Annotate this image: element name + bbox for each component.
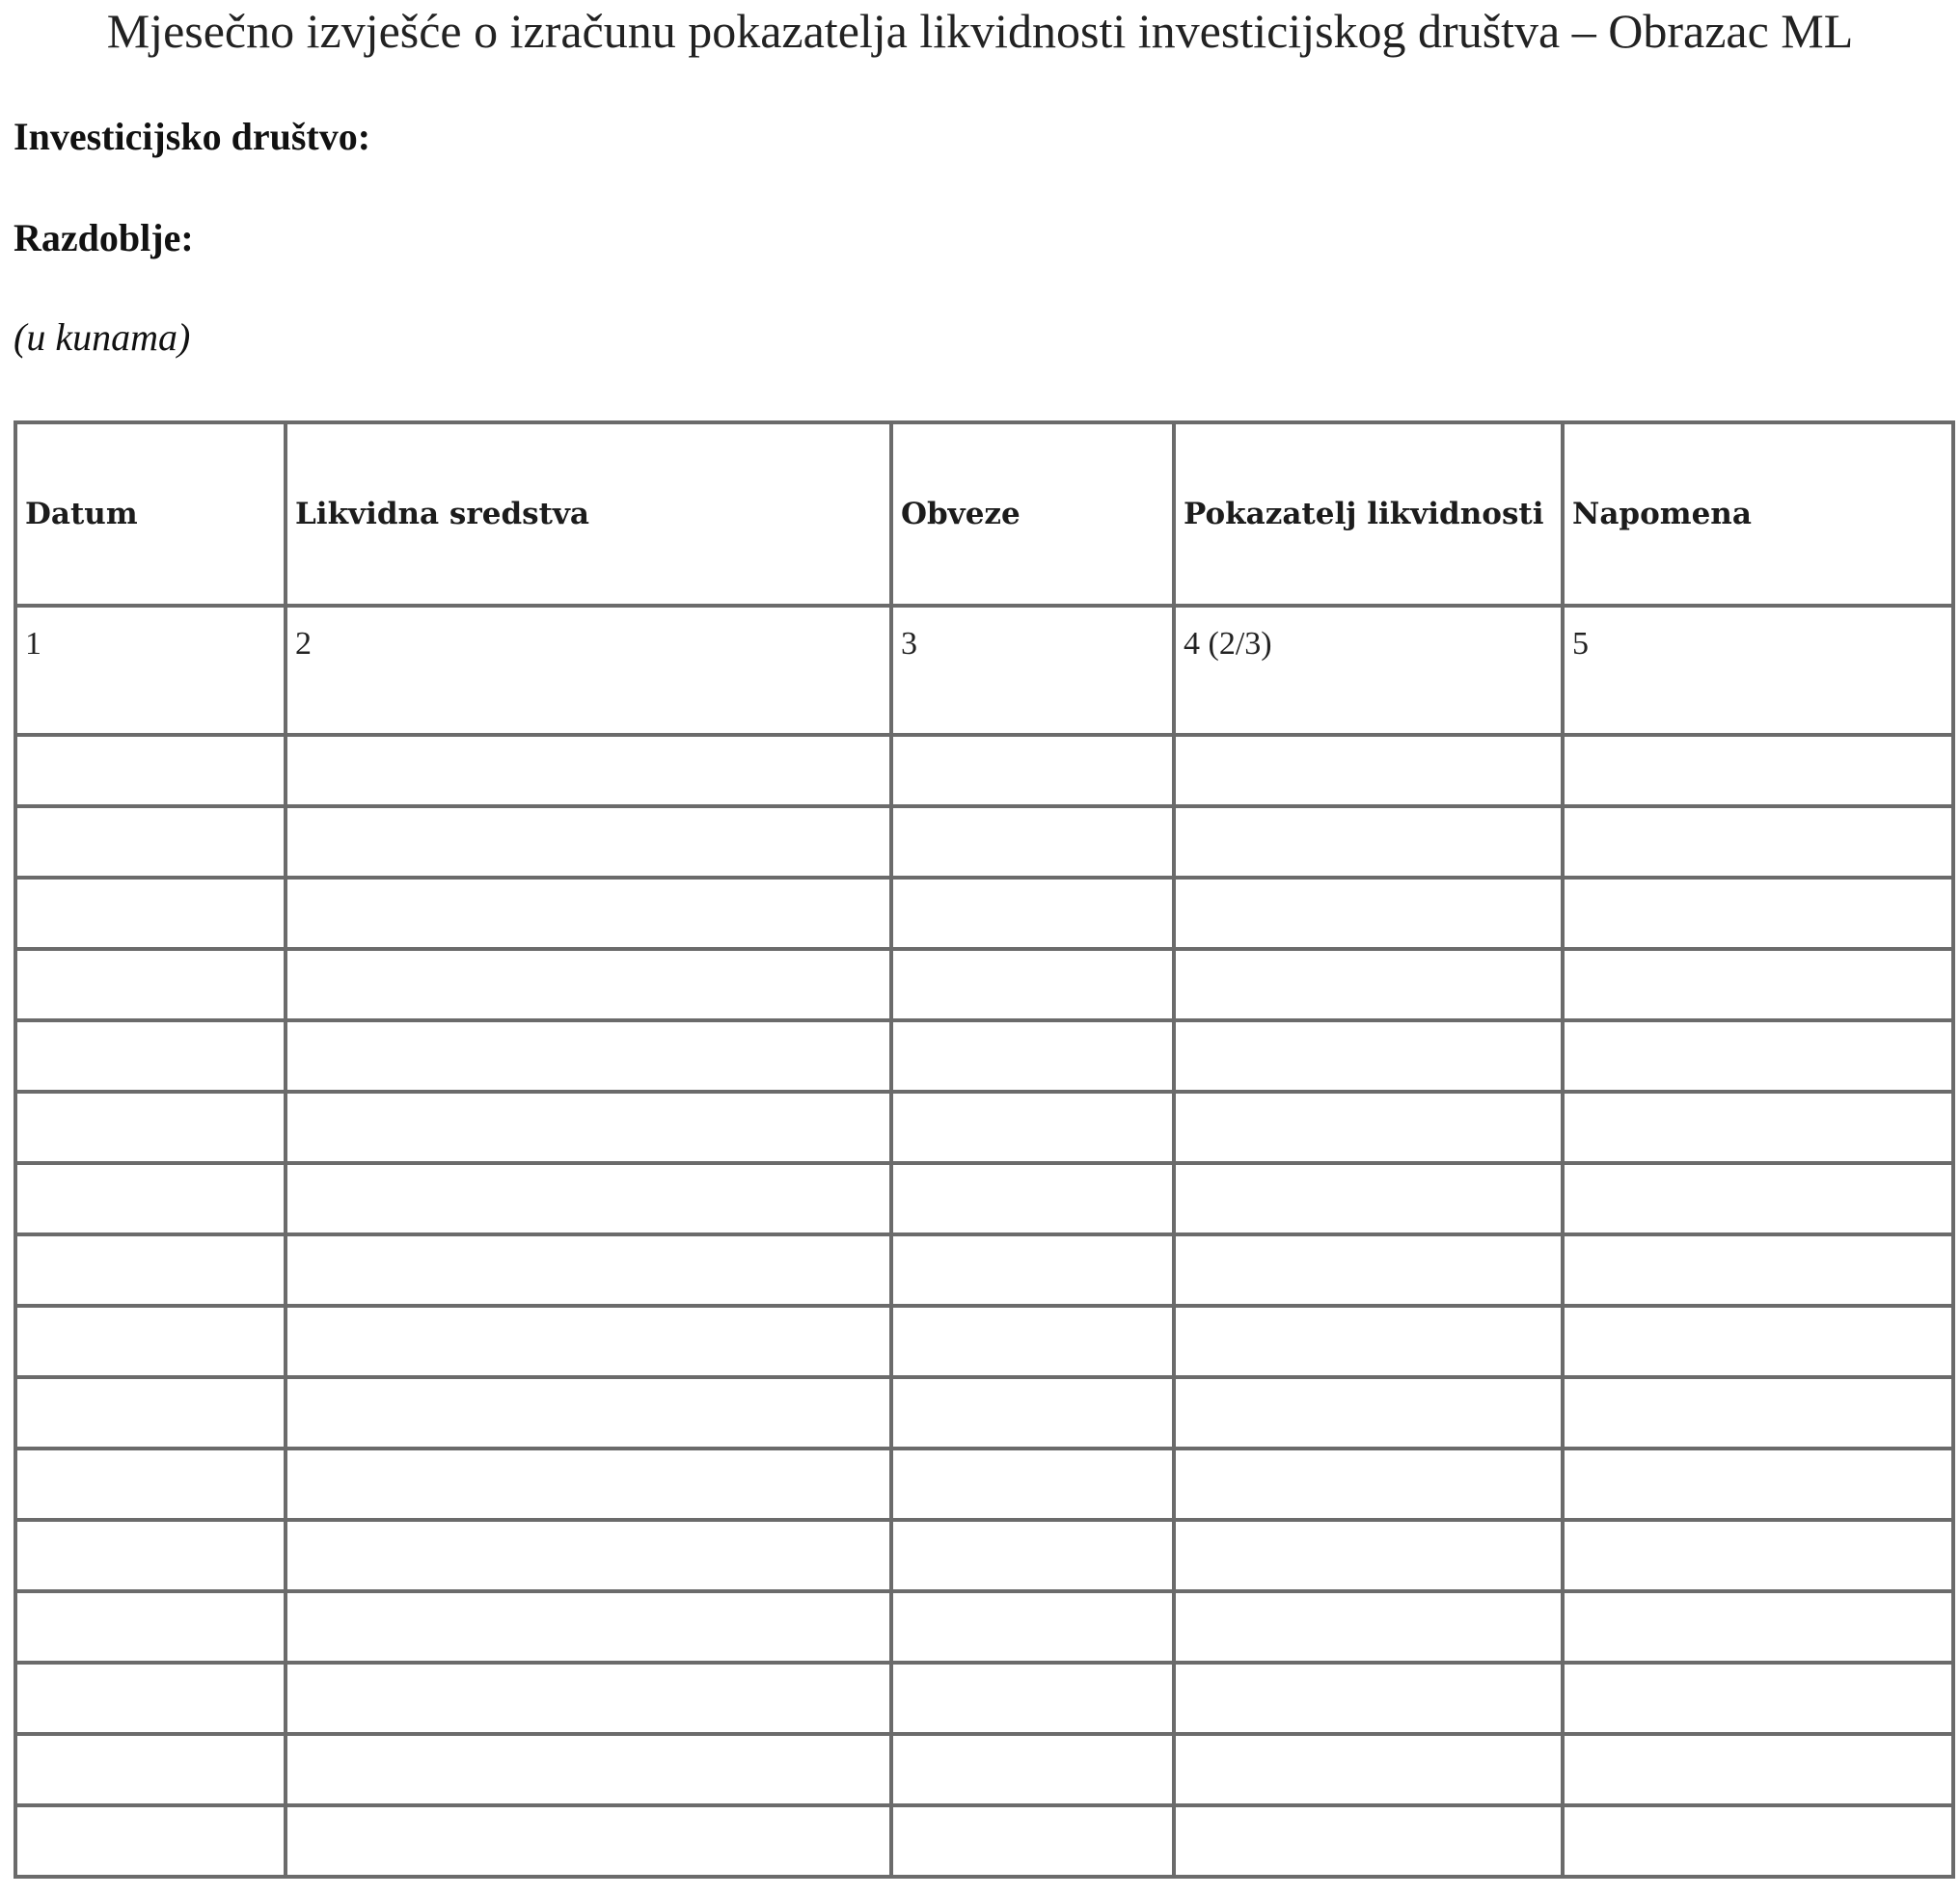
table-cell[interactable] — [15, 1377, 286, 1449]
table-cell[interactable] — [891, 1663, 1174, 1734]
table-row — [15, 878, 1953, 949]
table-cell[interactable] — [1174, 1520, 1563, 1591]
header-datum: Datum — [15, 422, 286, 606]
table-row — [15, 1306, 1953, 1377]
table-row — [15, 735, 1953, 806]
table-cell[interactable] — [286, 1234, 891, 1306]
table-cell[interactable] — [891, 735, 1174, 806]
table-cell[interactable] — [1174, 878, 1563, 949]
table-cell[interactable] — [15, 806, 286, 878]
table-cell[interactable] — [891, 1734, 1174, 1805]
table-cell[interactable] — [891, 949, 1174, 1020]
table-row — [15, 1092, 1953, 1163]
column-number-cell: 3 — [891, 606, 1174, 735]
table-cell[interactable] — [286, 1306, 891, 1377]
table-row — [15, 1805, 1953, 1877]
table-cell[interactable] — [15, 1092, 286, 1163]
table-cell[interactable] — [286, 1020, 891, 1092]
table-cell[interactable] — [286, 1591, 891, 1663]
table-cell[interactable] — [1563, 735, 1953, 806]
table-cell[interactable] — [15, 1234, 286, 1306]
table-cell[interactable] — [15, 1020, 286, 1092]
table-row — [15, 949, 1953, 1020]
table-cell[interactable] — [1174, 1734, 1563, 1805]
table-row — [15, 1449, 1953, 1520]
column-number-cell: 4 (2/3) — [1174, 606, 1563, 735]
table-cell[interactable] — [1174, 806, 1563, 878]
table-cell[interactable] — [286, 806, 891, 878]
table-cell[interactable] — [891, 1092, 1174, 1163]
table-header-row — [15, 422, 1953, 606]
table-cell[interactable] — [1174, 1092, 1563, 1163]
table-row — [15, 1163, 1953, 1234]
liquidity-table — [14, 420, 1955, 1879]
table-cell[interactable] — [286, 1163, 891, 1234]
table-row — [15, 1734, 1953, 1805]
table-cell[interactable] — [286, 1663, 891, 1734]
table-cell[interactable] — [286, 735, 891, 806]
table-cell[interactable] — [1174, 1377, 1563, 1449]
table-cell[interactable] — [891, 806, 1174, 878]
table-cell[interactable] — [891, 1234, 1174, 1306]
header-obveze: Obveze — [891, 422, 1174, 606]
table-cell[interactable] — [1174, 1591, 1563, 1663]
table-cell[interactable] — [1563, 1591, 1953, 1663]
table-cell[interactable] — [15, 949, 286, 1020]
table-cell[interactable] — [1174, 1306, 1563, 1377]
table-cell[interactable] — [1563, 1234, 1953, 1306]
table-row — [15, 806, 1953, 878]
table-cell[interactable] — [286, 1092, 891, 1163]
table-cell[interactable] — [1563, 1663, 1953, 1734]
table-cell[interactable] — [1563, 1805, 1953, 1877]
table-row — [15, 1234, 1953, 1306]
table-cell[interactable] — [891, 1377, 1174, 1449]
table-cell[interactable] — [891, 1163, 1174, 1234]
table-cell[interactable] — [891, 1805, 1174, 1877]
table-cell[interactable] — [15, 1306, 286, 1377]
header-pokazatelj-likvidnosti: Pokazatelj likvidnosti — [1174, 422, 1563, 606]
table-cell[interactable] — [1563, 1734, 1953, 1805]
table-row — [15, 1591, 1953, 1663]
table-cell[interactable] — [1174, 1805, 1563, 1877]
table-cell[interactable] — [15, 1520, 286, 1591]
table-cell[interactable] — [1563, 1092, 1953, 1163]
currency-note: (u kunama) — [14, 315, 191, 359]
table-row — [15, 1663, 1953, 1734]
table-row — [15, 1520, 1953, 1591]
table-cell[interactable] — [15, 1734, 286, 1805]
table-cell[interactable] — [1563, 1020, 1953, 1092]
table-cell[interactable] — [891, 1306, 1174, 1377]
table-cell[interactable] — [1174, 1163, 1563, 1234]
table-cell[interactable] — [1174, 1449, 1563, 1520]
table-cell[interactable] — [1174, 1020, 1563, 1092]
table-cell[interactable] — [1563, 949, 1953, 1020]
table-cell[interactable] — [891, 1449, 1174, 1520]
table-cell[interactable] — [1563, 1163, 1953, 1234]
table-cell[interactable] — [1563, 878, 1953, 949]
table-cell[interactable] — [1563, 1449, 1953, 1520]
table-cell[interactable] — [286, 1520, 891, 1591]
table-cell[interactable] — [1174, 735, 1563, 806]
table-cell[interactable] — [891, 878, 1174, 949]
form-title: Mjesečno izvješće o izračunu pokazatelja likvidnosti investicijskog društva – Obrazac ML — [106, 4, 1854, 58]
table-cell[interactable] — [891, 1520, 1174, 1591]
period-label: Razdoblje: — [14, 216, 194, 259]
column-number-cell: 2 — [286, 606, 891, 735]
table-cell[interactable] — [286, 949, 891, 1020]
table-cell[interactable] — [286, 1449, 891, 1520]
table-cell[interactable] — [1563, 806, 1953, 878]
table-cell[interactable] — [286, 878, 891, 949]
column-number-row — [15, 606, 1953, 735]
column-number-cell: 5 — [1563, 606, 1953, 735]
table-cell[interactable] — [15, 735, 286, 806]
table-cell[interactable] — [15, 1163, 286, 1234]
table-cell[interactable] — [891, 1591, 1174, 1663]
table-cell[interactable] — [1174, 1234, 1563, 1306]
column-number-cell: 1 — [15, 606, 286, 735]
table-cell[interactable] — [15, 1805, 286, 1877]
table-cell[interactable] — [15, 1663, 286, 1734]
table-cell[interactable] — [286, 1805, 891, 1877]
table-row — [15, 1020, 1953, 1092]
table-cell[interactable] — [1174, 1663, 1563, 1734]
table-cell[interactable] — [1563, 1520, 1953, 1591]
table-cell[interactable] — [15, 1449, 286, 1520]
table-cell[interactable] — [891, 1020, 1174, 1092]
table-cell[interactable] — [286, 1377, 891, 1449]
header-likvidna-sredstva: Likvidna sredstva — [286, 422, 891, 606]
company-label: Investicijsko društvo: — [14, 115, 371, 158]
table-cell[interactable] — [1563, 1306, 1953, 1377]
table-cell[interactable] — [15, 1591, 286, 1663]
header-napomena: Napomena — [1563, 422, 1953, 606]
table-row — [15, 1377, 1953, 1449]
table-cell[interactable] — [1563, 1377, 1953, 1449]
table-cell[interactable] — [286, 1734, 891, 1805]
table-cell[interactable] — [15, 878, 286, 949]
table-cell[interactable] — [1174, 949, 1563, 1020]
